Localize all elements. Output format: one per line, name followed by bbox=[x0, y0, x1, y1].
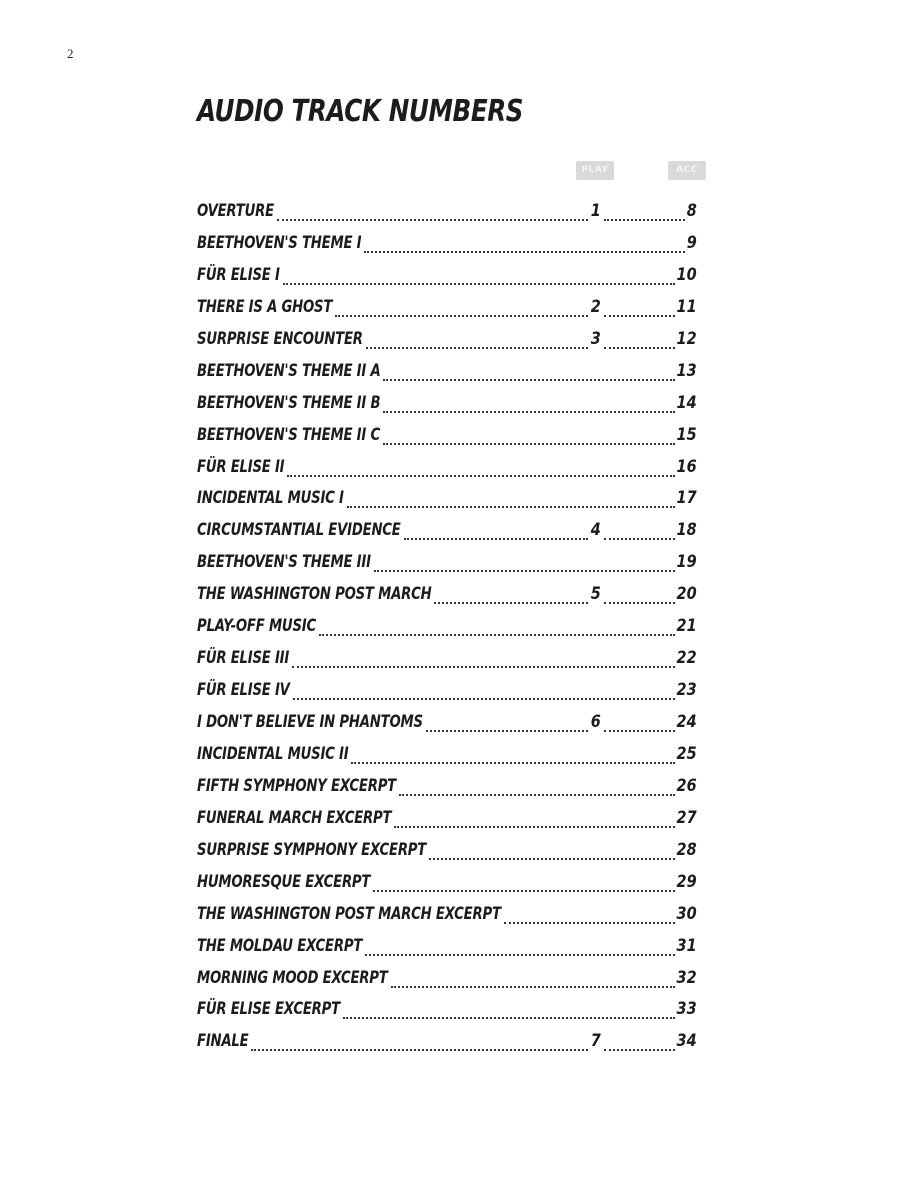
track-title: BEETHOVEN'S THEME II A bbox=[197, 360, 381, 381]
acc-track-number: 20 bbox=[676, 584, 697, 605]
dot-leader bbox=[374, 570, 675, 572]
track-title: THERE IS A GHOST bbox=[197, 296, 333, 317]
track-row-content bbox=[197, 840, 697, 864]
dot-leader bbox=[399, 794, 675, 796]
dot-leader bbox=[366, 347, 588, 349]
dot-leader bbox=[426, 730, 588, 732]
track-title: FÜR ELISE III bbox=[197, 648, 290, 669]
acc-track-number: 19 bbox=[676, 552, 697, 573]
acc-track-number: 23 bbox=[676, 680, 697, 701]
track-title: THE WASHINGTON POST MARCH EXCERPT bbox=[197, 903, 501, 924]
track-row-content bbox=[197, 744, 697, 768]
dot-leader bbox=[604, 219, 685, 221]
play-track-number: 1 bbox=[590, 201, 601, 221]
track-title: HUMORESQUE EXCERPT bbox=[197, 871, 371, 892]
acc-track-number: 26 bbox=[676, 775, 697, 796]
track-row-content bbox=[197, 488, 697, 512]
play-track-number: 6 bbox=[590, 712, 601, 732]
dot-leader bbox=[383, 379, 674, 381]
dot-leader bbox=[604, 1049, 675, 1051]
track-title: INCIDENTAL MUSIC II bbox=[197, 743, 349, 764]
track-row bbox=[197, 834, 697, 866]
acc-track-number: 14 bbox=[676, 392, 697, 413]
track-row bbox=[197, 993, 697, 1025]
track-title: BEETHOVEN'S THEME II C bbox=[197, 424, 380, 445]
track-row-content bbox=[197, 872, 697, 896]
track-row-content bbox=[197, 1031, 697, 1055]
track-title: INCIDENTAL MUSIC I bbox=[197, 488, 344, 509]
track-row-content bbox=[197, 520, 697, 544]
play-column-header: PLAY bbox=[576, 161, 614, 180]
dot-leader bbox=[391, 986, 675, 988]
track-title: CIRCUMSTANTIAL EVIDENCE bbox=[197, 520, 401, 541]
track-title: FÜR ELISE IV bbox=[197, 680, 290, 701]
track-row bbox=[197, 802, 697, 834]
play-track-number: 4 bbox=[590, 520, 601, 541]
dot-leader bbox=[335, 315, 588, 317]
acc-track-number: 12 bbox=[676, 328, 697, 349]
track-title: FINALE bbox=[197, 1031, 249, 1052]
track-row-content bbox=[197, 233, 697, 257]
track-row bbox=[197, 419, 697, 451]
track-title: BEETHOVEN'S THEME II B bbox=[197, 392, 381, 413]
track-row-content bbox=[197, 936, 697, 960]
track-row bbox=[197, 291, 697, 323]
track-row-content bbox=[197, 648, 697, 672]
track-title: FÜR ELISE EXCERPT bbox=[197, 999, 340, 1020]
acc-track-number: 29 bbox=[676, 871, 697, 892]
dot-leader bbox=[604, 347, 675, 349]
track-title: I DON'T BELIEVE IN PHANTOMS bbox=[197, 712, 423, 732]
track-row-content bbox=[197, 552, 697, 576]
track-row-content bbox=[197, 584, 697, 608]
dot-leader bbox=[383, 411, 675, 413]
dot-leader bbox=[251, 1049, 587, 1051]
dot-leader bbox=[347, 506, 675, 508]
track-row bbox=[197, 355, 697, 387]
track-row bbox=[197, 898, 697, 930]
acc-track-number: 34 bbox=[676, 1031, 697, 1052]
track-title: SURPRISE ENCOUNTER bbox=[197, 328, 363, 349]
acc-track-number: 10 bbox=[676, 264, 697, 285]
dot-leader bbox=[429, 858, 675, 860]
track-row bbox=[197, 451, 697, 483]
dot-leader bbox=[283, 283, 675, 285]
dot-leader bbox=[277, 219, 588, 221]
dot-leader bbox=[351, 762, 674, 764]
track-title: THE WASHINGTON POST MARCH bbox=[197, 584, 432, 605]
acc-track-number: 27 bbox=[676, 807, 697, 828]
acc-track-number: 13 bbox=[676, 360, 697, 381]
track-row bbox=[197, 546, 697, 578]
track-row-content bbox=[197, 425, 697, 449]
track-row bbox=[197, 930, 697, 962]
acc-column-header: ACC bbox=[668, 161, 706, 180]
track-row-content bbox=[197, 904, 697, 928]
acc-track-number: 28 bbox=[676, 839, 697, 860]
acc-track-number: 8 bbox=[686, 201, 697, 221]
track-title: SURPRISE SYMPHONY EXCERPT bbox=[197, 839, 427, 860]
dot-leader bbox=[504, 922, 675, 924]
dot-leader bbox=[293, 698, 675, 700]
track-row-content bbox=[197, 393, 697, 417]
track-row bbox=[197, 578, 697, 610]
dot-leader bbox=[319, 634, 675, 636]
acc-track-number: 11 bbox=[676, 296, 697, 317]
track-title: BEETHOVEN'S THEME III bbox=[197, 552, 371, 573]
track-row bbox=[197, 962, 697, 994]
track-row bbox=[197, 514, 697, 546]
dot-leader bbox=[343, 1017, 675, 1019]
dot-leader bbox=[292, 666, 675, 668]
track-row-content bbox=[197, 680, 697, 704]
acc-track-number: 9 bbox=[686, 232, 697, 253]
track-title: BEETHOVEN'S THEME I bbox=[197, 232, 362, 253]
track-title: FÜR ELISE II bbox=[197, 456, 285, 477]
acc-track-number: 15 bbox=[676, 424, 697, 445]
acc-track-number: 18 bbox=[676, 520, 697, 541]
track-row bbox=[197, 674, 697, 706]
dot-leader bbox=[364, 251, 685, 253]
play-track-number: 5 bbox=[590, 584, 601, 605]
dot-leader bbox=[404, 538, 588, 540]
track-list bbox=[197, 195, 697, 1057]
acc-track-number: 22 bbox=[676, 648, 697, 669]
track-row-content bbox=[197, 968, 697, 992]
play-track-number: 2 bbox=[590, 296, 601, 317]
track-title: FUNERAL MARCH EXCERPT bbox=[197, 807, 392, 828]
acc-track-number: 30 bbox=[676, 903, 697, 924]
track-row-content bbox=[197, 712, 697, 736]
track-row-content bbox=[197, 999, 697, 1023]
dot-leader bbox=[604, 730, 675, 732]
column-headers bbox=[0, 161, 900, 181]
track-row-content bbox=[197, 457, 697, 481]
track-row bbox=[197, 770, 697, 802]
dot-leader bbox=[373, 890, 675, 892]
track-row-content bbox=[197, 297, 697, 321]
track-row-content bbox=[197, 201, 697, 225]
acc-track-number: 31 bbox=[676, 935, 697, 956]
track-row bbox=[197, 227, 697, 259]
track-title: THE MOLDAU EXCERPT bbox=[197, 935, 363, 956]
track-title: PLAY-OFF MUSIC bbox=[197, 616, 316, 637]
track-row bbox=[197, 259, 697, 291]
acc-track-number: 21 bbox=[676, 616, 697, 637]
track-row bbox=[197, 642, 697, 674]
acc-track-number: 33 bbox=[676, 999, 697, 1020]
acc-track-number: 16 bbox=[676, 456, 697, 477]
track-row-content bbox=[197, 265, 697, 289]
track-row-content bbox=[197, 616, 697, 640]
track-row bbox=[197, 866, 697, 898]
track-row bbox=[197, 610, 697, 642]
acc-track-number: 32 bbox=[676, 967, 697, 988]
track-row bbox=[197, 1025, 697, 1057]
track-row-content bbox=[197, 776, 697, 800]
track-row-content bbox=[197, 361, 697, 385]
page-title: AUDIO TRACK NUMBERS bbox=[197, 94, 524, 129]
play-track-number: 7 bbox=[590, 1031, 601, 1052]
track-row-content bbox=[197, 808, 697, 832]
track-row bbox=[197, 706, 697, 738]
dot-leader bbox=[394, 826, 675, 828]
track-row bbox=[197, 195, 697, 227]
dot-leader bbox=[604, 602, 675, 604]
play-track-number: 3 bbox=[590, 328, 601, 349]
track-row bbox=[197, 482, 697, 514]
track-title: OVERTURE bbox=[197, 201, 274, 221]
dot-leader bbox=[434, 602, 587, 604]
track-row-content bbox=[197, 329, 697, 353]
dot-leader bbox=[604, 315, 675, 317]
acc-track-number: 17 bbox=[676, 488, 697, 509]
page-number: 2 bbox=[67, 46, 74, 61]
track-row bbox=[197, 738, 697, 770]
acc-track-number: 24 bbox=[676, 712, 697, 732]
dot-leader bbox=[287, 475, 674, 477]
track-title: MORNING MOOD EXCERPT bbox=[197, 967, 388, 988]
track-row bbox=[197, 387, 697, 419]
dot-leader bbox=[383, 443, 675, 445]
track-row bbox=[197, 323, 697, 355]
dot-leader bbox=[365, 954, 675, 956]
track-title: FÜR ELISE I bbox=[197, 264, 280, 285]
dot-leader bbox=[604, 538, 675, 540]
acc-track-number: 25 bbox=[676, 743, 697, 764]
track-title: FIFTH SYMPHONY EXCERPT bbox=[197, 775, 396, 796]
